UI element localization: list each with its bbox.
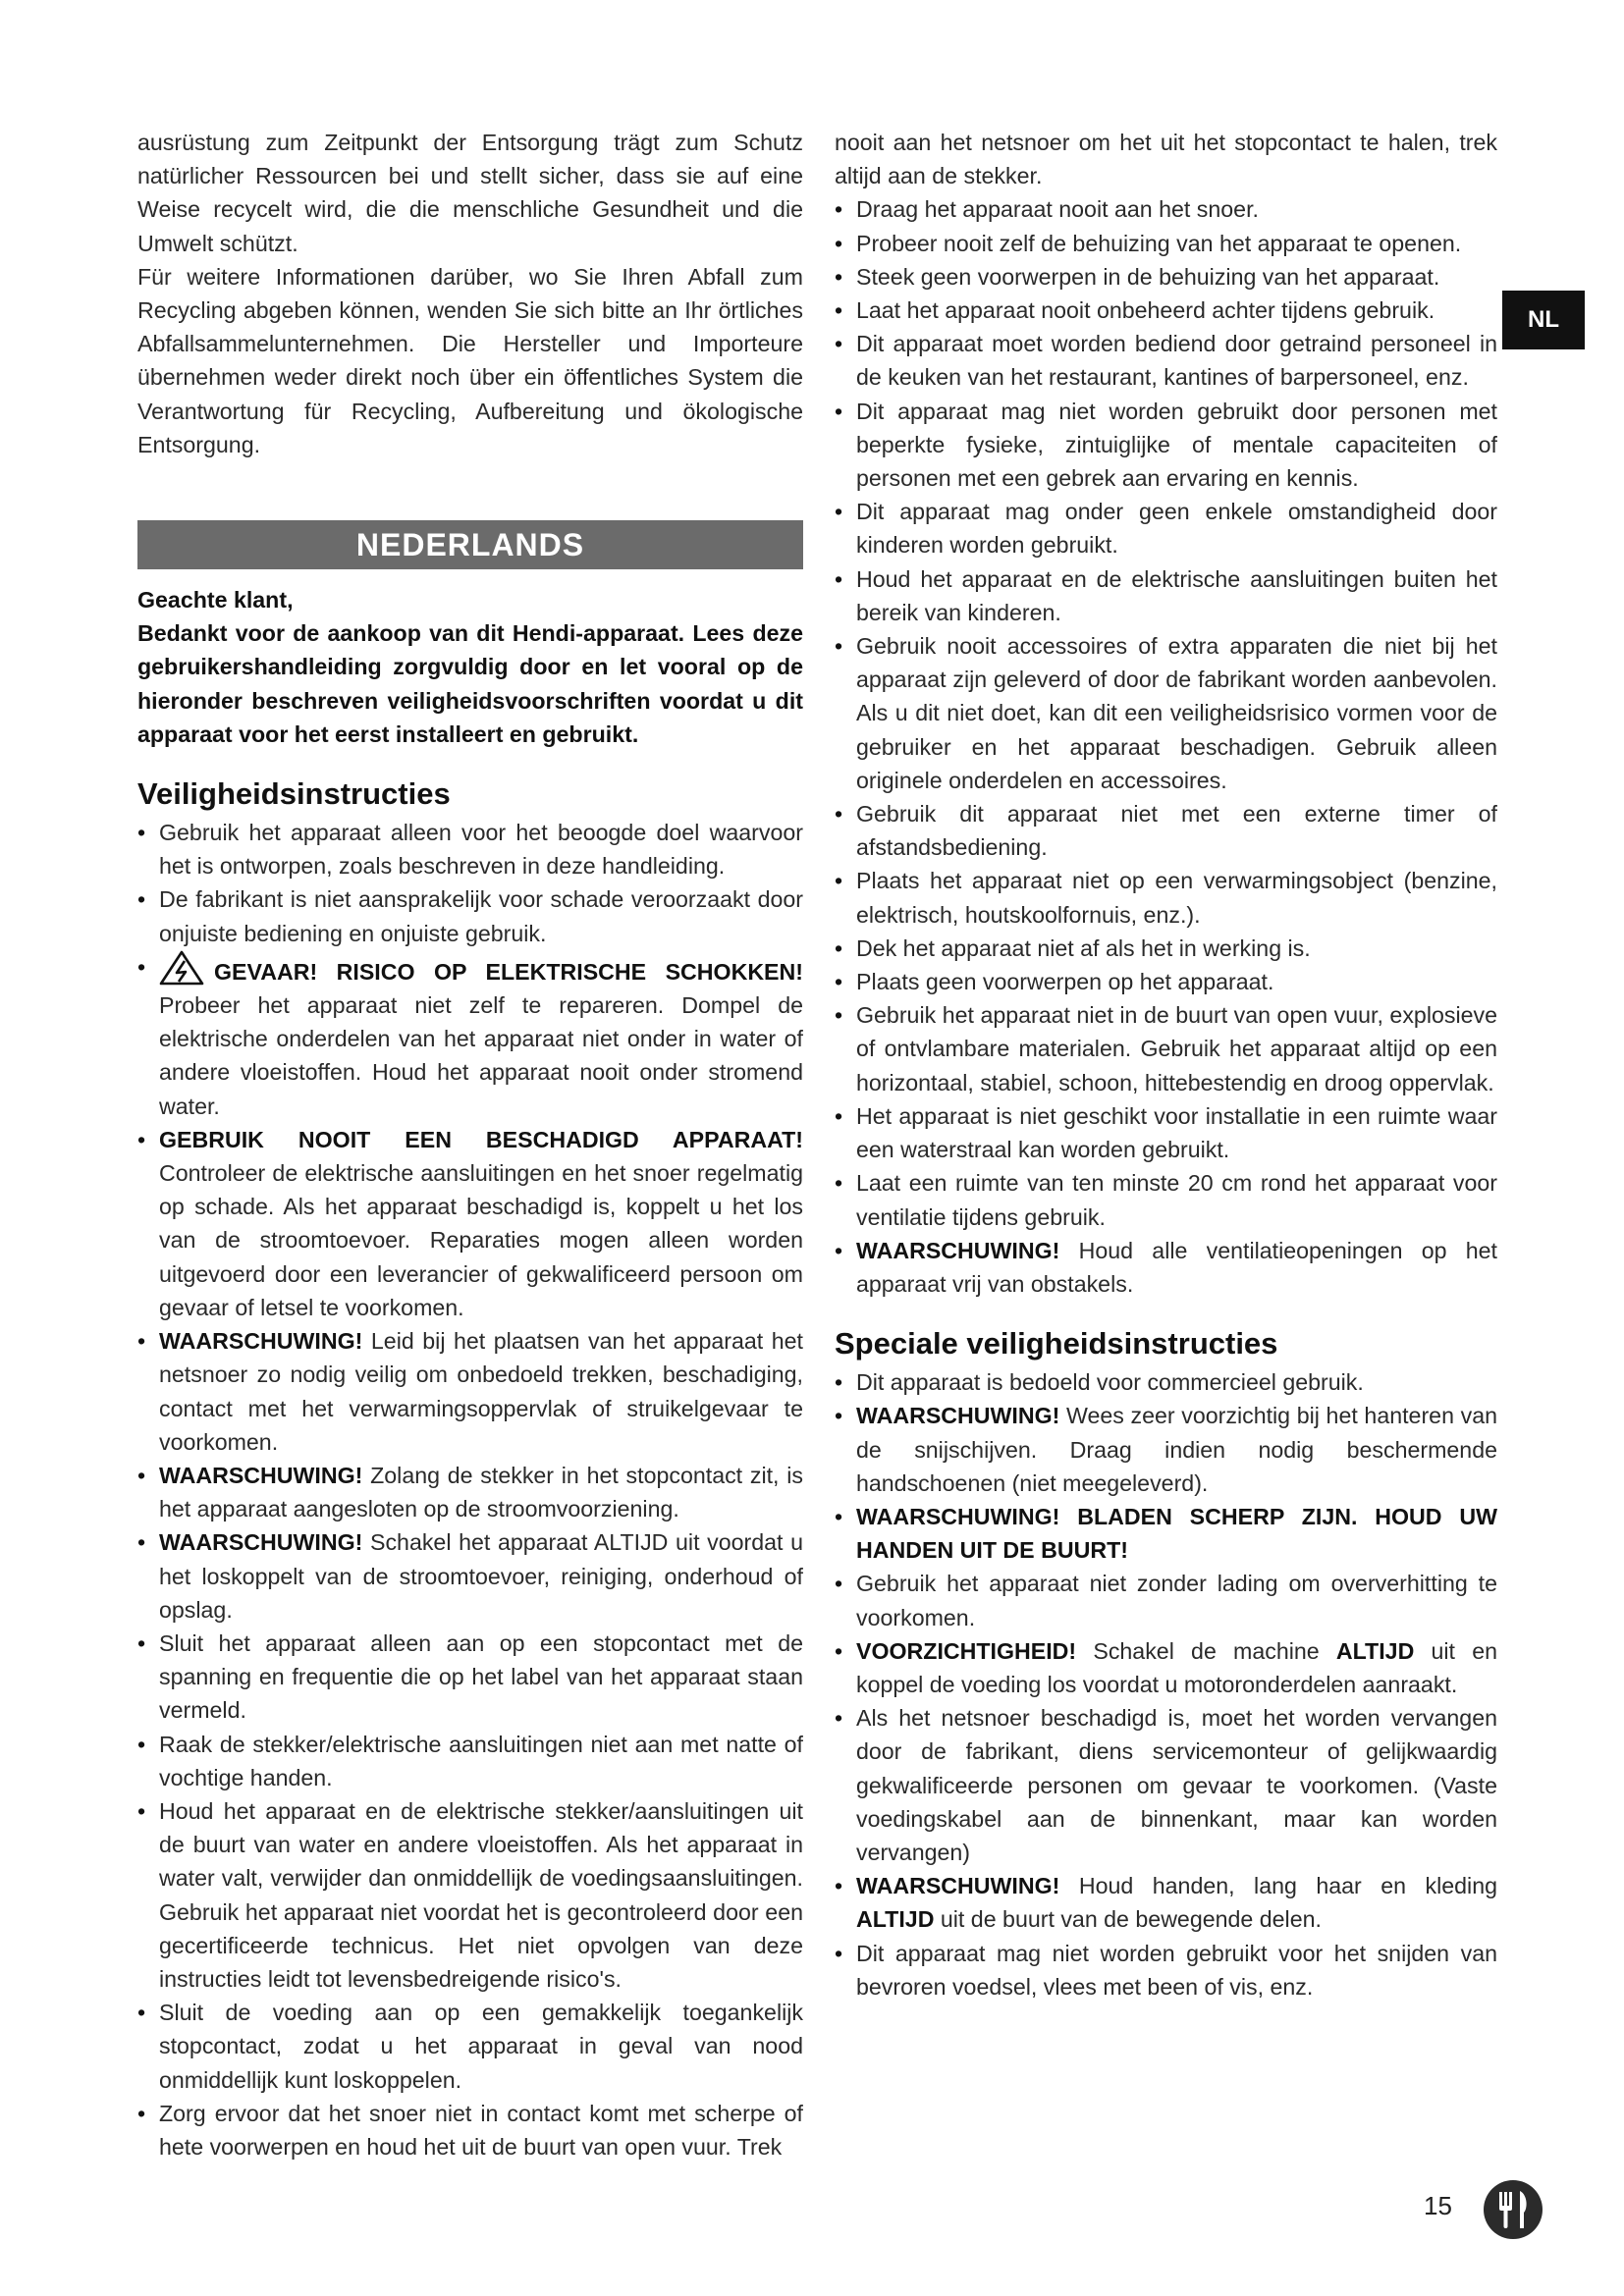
- item-text: Gebruik het apparaat niet zonder lading om oververhitting te voorkomen.: [856, 1571, 1497, 1630]
- item-text: Dit apparaat is bedoeld voor commercieel gebruik.: [856, 1369, 1364, 1396]
- list-item: • Laat het apparaat nooit onbeheerd achter tijdens gebruik.: [835, 294, 1497, 327]
- item-label: GEVAAR! RISICO OP ELEKTRISCHE SCHOKKEN!: [214, 958, 803, 985]
- list-item: • Laat een ruimte van ten minste 20 cm rond het apparaat voor ventilatie tijdens gebruik.: [835, 1166, 1497, 1233]
- list-item: • Dit apparaat mag niet worden gebruikt door personen met beperkte fysieke, zintuiglijke of mentale capaciteiten of personen met een gebrek aan ervaring en kennis.: [835, 395, 1497, 496]
- list-item: • Gebruik het apparaat niet in de buurt van open vuur, explosieve of ontvlambare materialen. Gebruik het apparaat altijd op een horizontaal, stabiel, schoon, hittebestendig en droog oppervlak.: [835, 998, 1497, 1099]
- item-text: Raak de stekker/elektrische aansluitingen niet aan met natte of vochtige handen.: [159, 1731, 803, 1790]
- item-text: Zolang de stekker in het stopcontact zit, is het apparaat aangesloten op de stroomvoorziening.: [159, 1462, 803, 1522]
- item-text: Als het netsnoer beschadigd is, moet het worden vervangen door de fabrikant, diens servicemonteur of gelijkwaardig gekwalificeerde personen om gevaar te voorkomen. (Vaste voedingskabel aan de binnenkant, maar kan worden vervangen): [856, 1705, 1497, 1865]
- list-item: [835, 1365, 1497, 1399]
- safety-list-continued: [835, 192, 1497, 1301]
- item-text: Houd handen, lang haar en kleding: [1059, 1873, 1497, 1899]
- language-banner: NEDERLANDS: [137, 520, 803, 569]
- safety-list: [137, 816, 803, 2163]
- list-item: • Plaats het apparaat niet op een verwarmingsobject (benzine, elektrisch, houtskoolfornuis, enz.).: [835, 864, 1497, 931]
- page-number: 15: [1424, 2191, 1452, 2220]
- electric-hazard-icon: [159, 950, 204, 986]
- item-text: Sluit de voeding aan op een gemakkelijk toegankelijk stopcontact, zodat u het apparaat in geval van nood onmiddellijk kunt loskoppelen.: [159, 2000, 803, 2093]
- item-text: Houd het apparaat en de elektrische stekker/aansluitingen uit de buurt van water en andere vloeistoffen. Als het apparaat in water valt, verwijder dan onmiddellijk de voedingsaansluitingen. Gebruik het apparaat niet voordat het is gecontroleerd door een gecertificeerde technicus. Het niet opvolgen van deze instructies leidt tot levensbedreigende risico's.: [159, 1797, 803, 1992]
- item-label-emphasis: ALTIJD: [1335, 1637, 1415, 1664]
- item-text: Leid bij het plaatsen van het apparaat het netsnoer zo nodig veilig om onbedoeld trekken, beschadiging, contact met het verwarmingsoppervlak of struikelgevaar te voorkomen.: [159, 1328, 803, 1455]
- item-text: Schakel het apparaat ALTIJD uit voordat u het loskoppelt van de stroomtoevoer, reiniging, onderhoud of opslag.: [159, 1529, 803, 1623]
- item-label: WAARSCHUWING!: [856, 1873, 1060, 1899]
- continuation-text: nooit aan het netsnoer om het uit het stopcontact te halen, trek altijd aan de stekker.: [835, 130, 1497, 189]
- list-item: [137, 1627, 803, 1728]
- item-text: Controleer de elektrische aansluitingen en het snoer regelmatig op schade. Als het apparaat beschadigd is, koppelt u het los van de stroomtoevoer. Reparaties mogen alleen worden uitgevoerd door een leverancier of gekwalificeerd persoon om gevaar of letsel te voorkomen.: [159, 1160, 803, 1320]
- item-label: WAARSCHUWING!: [159, 1529, 363, 1556]
- item-text: Dit apparaat mag niet worden gebruikt voor het snijden van bevroren voedsel, vlees met been of vis, enz.: [856, 1940, 1497, 2000]
- german-paragraph: Für weitere Informationen darüber, wo Sie Ihren Abfall zum Recycling abgeben können, wenden Sie sich bitte an Ihr örtliches Abfallsammelunternehmen. Die Hersteller und Importeure übernehmen weder direkt noch über ein öffentliches System die Verantwortung für Recycling, Aufbereitung und ökologische Entsorgung.: [137, 263, 803, 457]
- special-safety-heading: Speciale veiligheidsinstructies: [835, 1326, 1278, 1362]
- list-item: [137, 2097, 803, 2163]
- list-item: • Gebruik dit apparaat niet met een externe timer of afstandsbediening.: [835, 797, 1497, 864]
- right-column: [835, 126, 1497, 2003]
- list-item: [835, 1701, 1497, 1869]
- list-item: [137, 1794, 803, 1996]
- item-label: VOORZICHTIGHEID!: [856, 1637, 1077, 1664]
- list-item: [835, 1869, 1497, 1936]
- item-text: Houd alle ventilatieopeningen op het apparaat vrij van obstakels.: [856, 1237, 1497, 1297]
- item-label-emphasis: ALTIJD: [856, 1906, 935, 1933]
- item-label: WAARSCHUWING!: [856, 1237, 1060, 1263]
- list-item: • Dit apparaat moet worden bediend door getraind personeel in de keuken van het restaurant, kantines of barpersoneel, enz.: [835, 327, 1497, 394]
- language-badge: NL: [1502, 291, 1585, 349]
- item-text: Zorg ervoor dat het snoer niet in contact komt met scherpe of hete voorwerpen en houd het uit de buurt van open vuur. Trek: [159, 2100, 803, 2160]
- left-column: [137, 126, 803, 2163]
- special-safety-list: [835, 1365, 1497, 2003]
- list-item: [137, 1324, 803, 1459]
- list-item: [835, 1634, 1497, 1701]
- list-item: • Probeer nooit zelf de behuizing van het apparaat te openen.: [835, 227, 1497, 260]
- list-item: [137, 1459, 803, 1525]
- item-text-tail: uit de buurt van de bewegende delen.: [934, 1906, 1322, 1933]
- safety-heading: Veiligheidsinstructies: [137, 776, 451, 812]
- list-item: [137, 1996, 803, 2097]
- item-text: Sluit het apparaat alleen aan op een stopcontact met de spanning en frequentie die op het label van het apparaat staan vermeld.: [159, 1629, 803, 1724]
- list-item: [137, 1525, 803, 1627]
- item-label: WAARSCHUWING!: [159, 1328, 363, 1355]
- list-item: • Steek geen voorwerpen in de behuizing van het apparaat.: [835, 260, 1497, 294]
- item-text: Schakel de machine: [1076, 1637, 1336, 1664]
- list-item: [137, 816, 803, 882]
- greeting: Geachte klant,: [137, 587, 294, 614]
- list-item: • Houd het apparaat en de elektrische aansluitingen buiten het bereik van kinderen.: [835, 562, 1497, 629]
- list-item: [835, 1234, 1497, 1301]
- german-paragraph: ausrüstung zum Zeitpunkt der Entsorgung trägt zum Schutz natürlicher Ressourcen bei und stellt sicher, dass sie auf eine Weise recycelt wird, die die menschliche Gesundheit und die Umwelt schützt.: [137, 130, 803, 256]
- intro-paragraph: Bedankt voor de aankoop van dit Hendi-apparaat. Lees deze gebruikershandleiding zorgvuldig door en let vooral op de hieronder beschreven veiligheidsvoorschriften voordat u dit apparaat voor het eerst installeert en gebruikt.: [137, 620, 803, 747]
- list-item: • Het apparaat is niet geschikt voor installatie in een ruimte waar een waterstraal kan worden gebruikt.: [835, 1099, 1497, 1166]
- list-item: • Dek het apparaat niet af als het in werking is.: [835, 932, 1497, 965]
- list-item: [137, 882, 803, 949]
- item-text: Probeer het apparaat niet zelf te repareren. Dompel de elektrische onderdelen van het apparaat niet onder in water of andere vloeistoffen. Houd het apparaat nooit onder stromend water.: [159, 992, 803, 1119]
- cutlery-logo-icon: [1483, 2179, 1543, 2240]
- list-item: [835, 1500, 1497, 1567]
- list-item: [835, 1567, 1497, 1633]
- item-label: GEBRUIK NOOIT EEN BESCHADIGD APPARAAT!: [159, 1126, 803, 1152]
- item-text: Wees zeer voorzichtig bij het hanteren van de snijschijven. Draag indien nodig beschermende handschoenen (niet meegeleverd).: [856, 1403, 1497, 1496]
- list-item: [137, 1123, 803, 1324]
- list-item: • Gebruik nooit accessoires of extra apparaten die niet bij het apparaat zijn geleverd of door de fabrikant worden aanbevolen. Als u dit niet doet, kan dit een veiligheidsrisico vormen voor de gebruiker en het apparaat beschadigen. Gebruik alleen originele onderdelen en accessoires.: [835, 629, 1497, 797]
- list-item: • Draag het apparaat nooit aan het snoer.: [835, 192, 1497, 226]
- item-label: WAARSCHUWING!: [159, 1462, 363, 1488]
- list-item: [137, 1728, 803, 1794]
- item-text-tail: uit en koppel de voeding los voordat u motoronderdelen aanraakt.: [856, 1637, 1497, 1697]
- item-label: WAARSCHUWING! BLADEN SCHERP ZIJN. HOUD UW HANDEN UIT DE BUURT!: [856, 1503, 1497, 1564]
- list-item: [835, 1399, 1497, 1500]
- list-item: • Dit apparaat mag onder geen enkele omstandigheid door kinderen worden gebruikt.: [835, 495, 1497, 561]
- item-label: WAARSCHUWING!: [856, 1403, 1060, 1429]
- list-item: • Plaats geen voorwerpen op het apparaat.: [835, 965, 1497, 998]
- list-item: [835, 1937, 1497, 2003]
- item-text: De fabrikant is niet aansprakelijk voor schade veroorzaakt door onjuiste bediening en onjuiste gebruik.: [159, 886, 803, 946]
- list-item: [137, 950, 803, 1123]
- item-text: Gebruik het apparaat alleen voor het beoogde doel waarvoor het is ontworpen, zoals beschreven in deze handleiding.: [159, 820, 803, 880]
